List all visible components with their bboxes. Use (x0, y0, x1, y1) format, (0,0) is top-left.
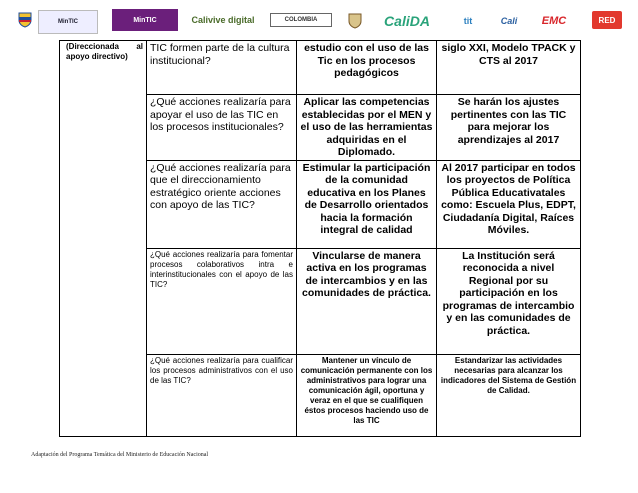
action-cell: Estimular la participación de la comunidad educativa en los Planes de Desarrollo orientados hacia la formación integral de calidad (297, 160, 437, 248)
question-cell: ¿Qué acciones realizaría para apoyar el uso de las TIC en los procesos institucionales? (147, 95, 297, 161)
table-row (60, 41, 581, 95)
calida-logo: CaliDA (384, 13, 430, 29)
red-logo: RED (592, 11, 622, 29)
question-cell: ¿Qué acciones realizaría para cualificar los procesos administrativos con el uso de las TIC? (147, 354, 297, 436)
goal-cell: Al 2017 participar en todos los proyectos de Política Pública Educativatales como: Escuela Plus, EDPT, Ciudadanía Digital, Raíces Móviles. (437, 160, 581, 248)
goal-cell: siglo XXI, Modelo TPACK y CTS al 2017 (437, 41, 581, 95)
actions-table (59, 40, 581, 437)
action-cell: Mantener un vínculo de comunicación permanente con los administrativos para lograr una comunicación ágil, oportuna y veraz en el que se cualifiquen éstos procesos haciendo uso de las TIC (297, 354, 437, 436)
cali-gob-logo: Cali (500, 16, 518, 26)
action-cell: estudio con el uso de las Tic en los procesos pedagógicos (297, 41, 437, 95)
goal-cell: La Institución será reconocida a nivel Regional por su participación en los programas de intercambio y en las comunidades de práctica. (437, 248, 581, 354)
logo-bar (0, 0, 638, 40)
mineducacion-shield-icon (340, 10, 370, 32)
question-cell: ¿Qué acciones realizaría para que el direccionamiento estratégico oriente acciones con apoyo de las TIC? (147, 160, 297, 248)
management-label: (Direccionada al apoyo directivo) (60, 41, 147, 437)
tit-logo: tit (463, 16, 473, 26)
question-cell: TIC formen parte de la cultura institucional? (147, 41, 297, 95)
colombia-logo: COLOMBIA (270, 13, 332, 27)
footer-note: Adaptación del Programa Temática del Ministerio de Educación Nacional (31, 452, 209, 458)
goal-cell: Estandarizar las actividades necesarias para alcanzar los indicadores del Sistema de Gestión de Calidad. (437, 354, 581, 436)
action-cell: Vincularse de manera activa en los programas de intercambios y en las comunidades de práctica. (297, 248, 437, 354)
mintic-logo: MinTIC (38, 10, 98, 34)
goal-cell: Se harán los ajustes pertinentes con las TIC para mejorar los aprendizajes al 2017 (437, 95, 581, 161)
cali-vive-digital-logo: Calivive digital (191, 15, 255, 25)
agenda-logo: MinTIC (112, 9, 178, 31)
colombia-coat-of-arms-icon (18, 12, 32, 28)
action-cell: Aplicar las competencias establecidas por el MEN y el uso de las herramientas adquiridas en el Diplomado. (297, 95, 437, 161)
emc-logo: EMC (541, 15, 567, 27)
question-cell: ¿Qué acciones realizaría para fomentar procesos colaborativos intra e interinstitucionales con el apoyo de las TIC? (147, 248, 297, 354)
